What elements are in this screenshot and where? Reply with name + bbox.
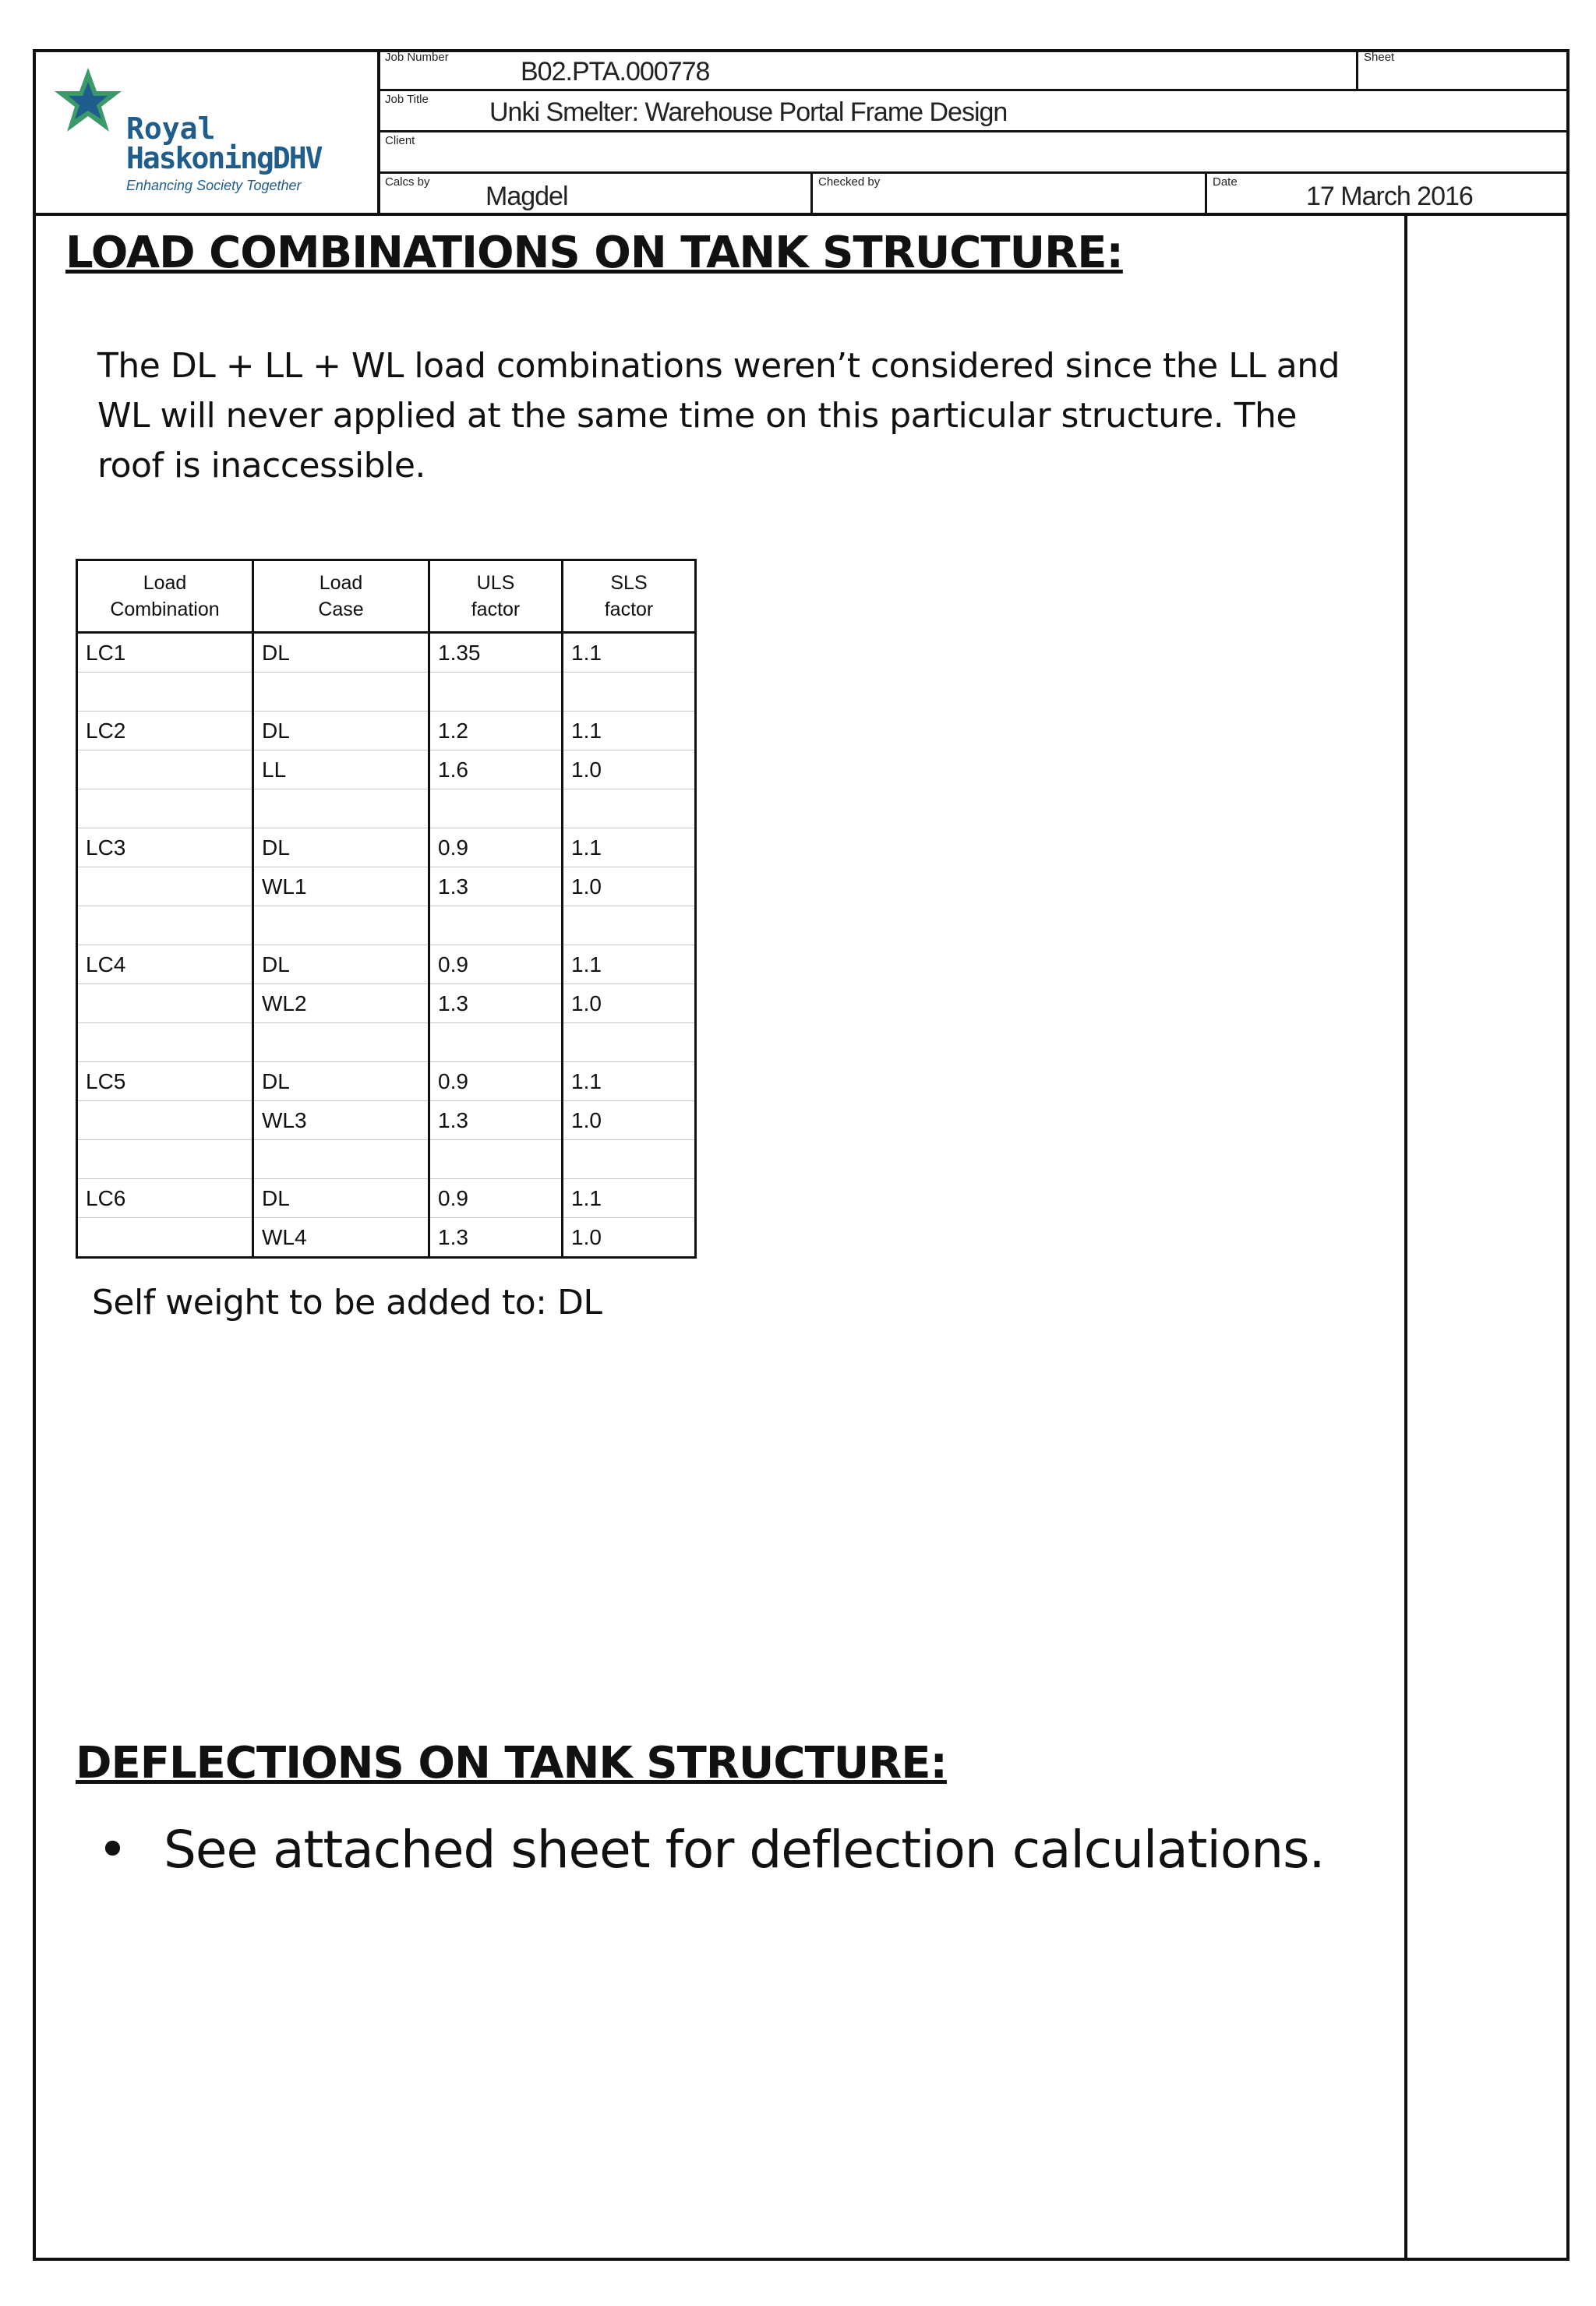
- list-item: [97, 1820, 1324, 1880]
- table-cell: 1.1: [563, 1179, 696, 1218]
- table-cell: 1.1: [563, 712, 696, 750]
- header-bottom-rule: [33, 213, 1570, 216]
- date-divider: [1205, 174, 1207, 213]
- client-row: [380, 132, 1570, 174]
- table-cell: [77, 673, 253, 712]
- logo-tagline: Enhancing Society Together: [126, 178, 302, 193]
- star-logo-icon: [53, 66, 123, 136]
- table-cell: 0.9: [429, 1062, 563, 1101]
- table-cell: [77, 867, 253, 906]
- sheet-label: Sheet: [1364, 51, 1395, 64]
- table-cell: 1.3: [429, 867, 563, 906]
- table-cell: 1.1: [563, 945, 696, 984]
- sheet-divider: [1356, 49, 1358, 89]
- table-cell: [429, 673, 563, 712]
- table-cell: [77, 1140, 253, 1179]
- table-row: [77, 984, 696, 1023]
- table-cell: [429, 1023, 563, 1062]
- table-cell: 1.0: [563, 984, 696, 1023]
- load-combination-table: [76, 559, 697, 1259]
- table-cell: LC2: [77, 712, 253, 750]
- job-title-row: [380, 91, 1570, 132]
- table-cell: [77, 984, 253, 1023]
- table-cell: [77, 789, 253, 828]
- table-cell: [77, 1023, 253, 1062]
- job-number-label: Job Number: [385, 51, 449, 64]
- table-body: [77, 633, 696, 1258]
- table-cell: 1.2: [429, 712, 563, 750]
- table-cell: 1.3: [429, 984, 563, 1023]
- bullet-text: See attached sheet for deflection calculations.: [164, 1820, 1325, 1880]
- table-row: [77, 750, 696, 789]
- checked-by-label: Checked by: [818, 175, 881, 189]
- self-weight-note: Self weight to be added to: DL: [92, 1283, 602, 1323]
- calcs-by-value: Magdel: [486, 182, 568, 211]
- table-cell: [429, 906, 563, 945]
- bullet-icon: •: [97, 1820, 127, 1880]
- date-label: Date: [1213, 175, 1238, 189]
- table-cell: [563, 1023, 696, 1062]
- logo-text-haskoning: HaskoningDHV: [126, 141, 322, 175]
- table-cell: [77, 1218, 253, 1258]
- table-cell: DL: [253, 712, 429, 750]
- checked-divider: [810, 174, 813, 213]
- table-cell: [253, 789, 429, 828]
- table-row: [77, 789, 696, 828]
- table-cell: LC1: [77, 633, 253, 673]
- table-cell: DL: [253, 633, 429, 673]
- table-row: [77, 945, 696, 984]
- job-number-value: B02.PTA.000778: [521, 57, 710, 87]
- table-cell: 0.9: [429, 1179, 563, 1218]
- table-row: [77, 1179, 696, 1218]
- job-number-row: [380, 49, 1570, 91]
- table-row: [77, 1023, 696, 1062]
- deflections-title: DEFLECTIONS ON TANK STRUCTURE:: [76, 1738, 947, 1789]
- table-cell: WL3: [253, 1101, 429, 1140]
- table-cell: [77, 906, 253, 945]
- column-header-load-combination: Load Combination: [77, 560, 253, 633]
- table-row: [77, 1101, 696, 1140]
- logo-text-royal: Royal: [126, 111, 216, 146]
- table-cell: 1.1: [563, 828, 696, 867]
- table-cell: [429, 789, 563, 828]
- table-cell: [563, 1140, 696, 1179]
- table-cell: WL2: [253, 984, 429, 1023]
- table-row: [77, 1062, 696, 1101]
- column-header-load-case: Load Case: [253, 560, 429, 633]
- table-cell: DL: [253, 1179, 429, 1218]
- table-cell: [253, 906, 429, 945]
- calcs-by-label: Calcs by: [385, 175, 430, 189]
- column-header-sls-factor: SLS factor: [563, 560, 696, 633]
- table-cell: 1.1: [563, 1062, 696, 1101]
- table-cell: [429, 1140, 563, 1179]
- table-cell: LL: [253, 750, 429, 789]
- load-combinations-title: LOAD COMBINATIONS ON TANK STRUCTURE:: [65, 228, 1123, 278]
- table-cell: 1.0: [563, 1101, 696, 1140]
- calcs-row: [380, 174, 1570, 213]
- table-cell: 1.1: [563, 633, 696, 673]
- table-cell: [253, 1023, 429, 1062]
- intro-paragraph: [97, 341, 1360, 491]
- table-row: [77, 1218, 696, 1258]
- table-header-row: [77, 560, 696, 633]
- table-row: [77, 673, 696, 712]
- table-cell: 1.0: [563, 1218, 696, 1258]
- table-row: [77, 633, 696, 673]
- table-cell: 1.6: [429, 750, 563, 789]
- table-cell: LC5: [77, 1062, 253, 1101]
- table-cell: [253, 1140, 429, 1179]
- table-cell: 1.35: [429, 633, 563, 673]
- table-cell: LC3: [77, 828, 253, 867]
- table-cell: DL: [253, 1062, 429, 1101]
- table-cell: 0.9: [429, 945, 563, 984]
- table-row: [77, 1140, 696, 1179]
- logo: [33, 49, 380, 213]
- table-cell: DL: [253, 945, 429, 984]
- table-cell: [77, 1101, 253, 1140]
- table-cell: 1.3: [429, 1101, 563, 1140]
- table-row: [77, 828, 696, 867]
- table-row: [77, 712, 696, 750]
- table-row: [77, 867, 696, 906]
- table-row: [77, 906, 696, 945]
- table-cell: 1.0: [563, 750, 696, 789]
- table-cell: 1.3: [429, 1218, 563, 1258]
- table-cell: [77, 750, 253, 789]
- client-label: Client: [385, 134, 415, 147]
- paragraph-line: WL will never applied at the same time on this particular structure. The: [97, 396, 1297, 436]
- table-cell: WL1: [253, 867, 429, 906]
- table-cell: [563, 906, 696, 945]
- table-cell: 1.0: [563, 867, 696, 906]
- table-cell: WL4: [253, 1218, 429, 1258]
- job-title-value: Unki Smelter: Warehouse Portal Frame Design: [489, 97, 1008, 127]
- title-block: [33, 49, 1570, 216]
- job-title-label: Job Title: [385, 93, 429, 106]
- table-cell: LC6: [77, 1179, 253, 1218]
- table-cell: [563, 673, 696, 712]
- table-cell: DL: [253, 828, 429, 867]
- paragraph-line: roof is inaccessible.: [97, 446, 425, 486]
- margin-column-rule: [1404, 213, 1407, 2261]
- column-header-uls-factor: ULS factor: [429, 560, 563, 633]
- date-value: 17 March 2016: [1306, 182, 1473, 211]
- table-cell: [253, 673, 429, 712]
- table-cell: LC4: [77, 945, 253, 984]
- paragraph-line: The DL + LL + WL load combinations weren’t considered since the LL and: [97, 346, 1340, 386]
- table-cell: 0.9: [429, 828, 563, 867]
- table-cell: [563, 789, 696, 828]
